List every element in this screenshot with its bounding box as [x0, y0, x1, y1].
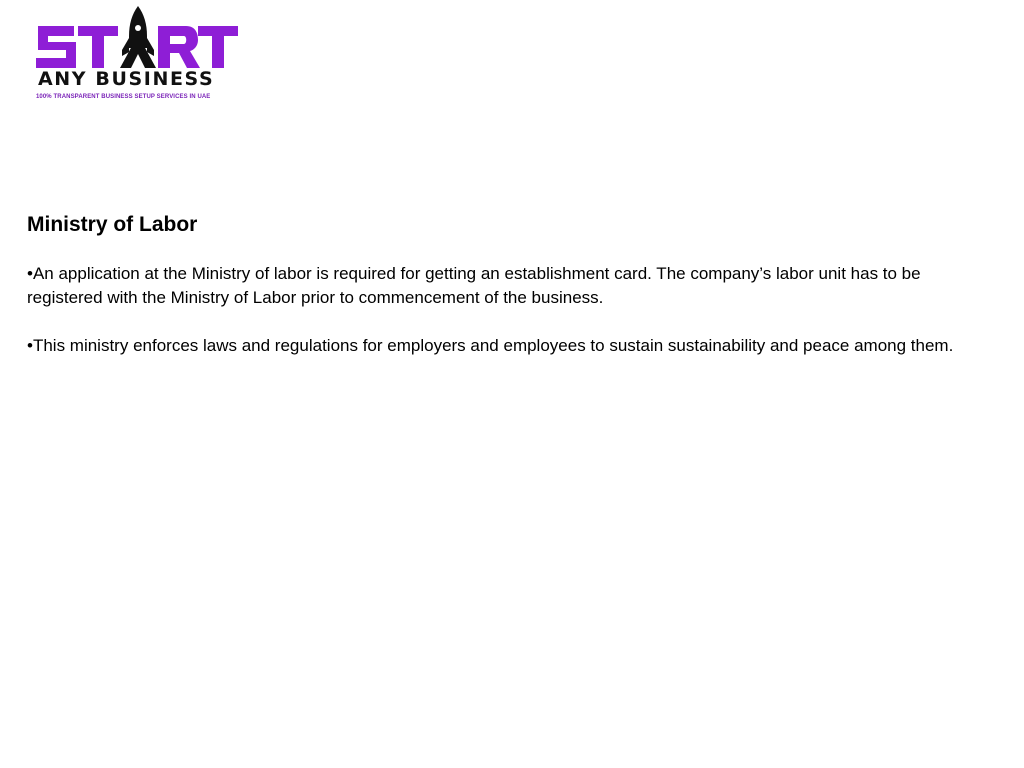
rocket-icon — [120, 6, 156, 68]
company-logo — [34, 4, 238, 104]
bullet-paragraph-1: •An application at the Ministry of labor is required for getting an establishment card. The company’s labor unit has to be registered with the Ministry of Labor prior to commencement of the business. — [27, 264, 921, 307]
page-title: Ministry of Labor — [27, 213, 198, 236]
logo-tagline: 100% TRANSPARENT BUSINESS SETUP SERVICES IN UAE — [36, 94, 211, 100]
logo-subtitle: ANY BUSINESS — [38, 68, 215, 90]
bullet-paragraph-2: •This ministry enforces laws and regulations for employers and employees to sustain sustainability and peace among them. — [27, 336, 954, 355]
slide-content — [27, 210, 987, 382]
logo-wordmark — [34, 4, 238, 76]
